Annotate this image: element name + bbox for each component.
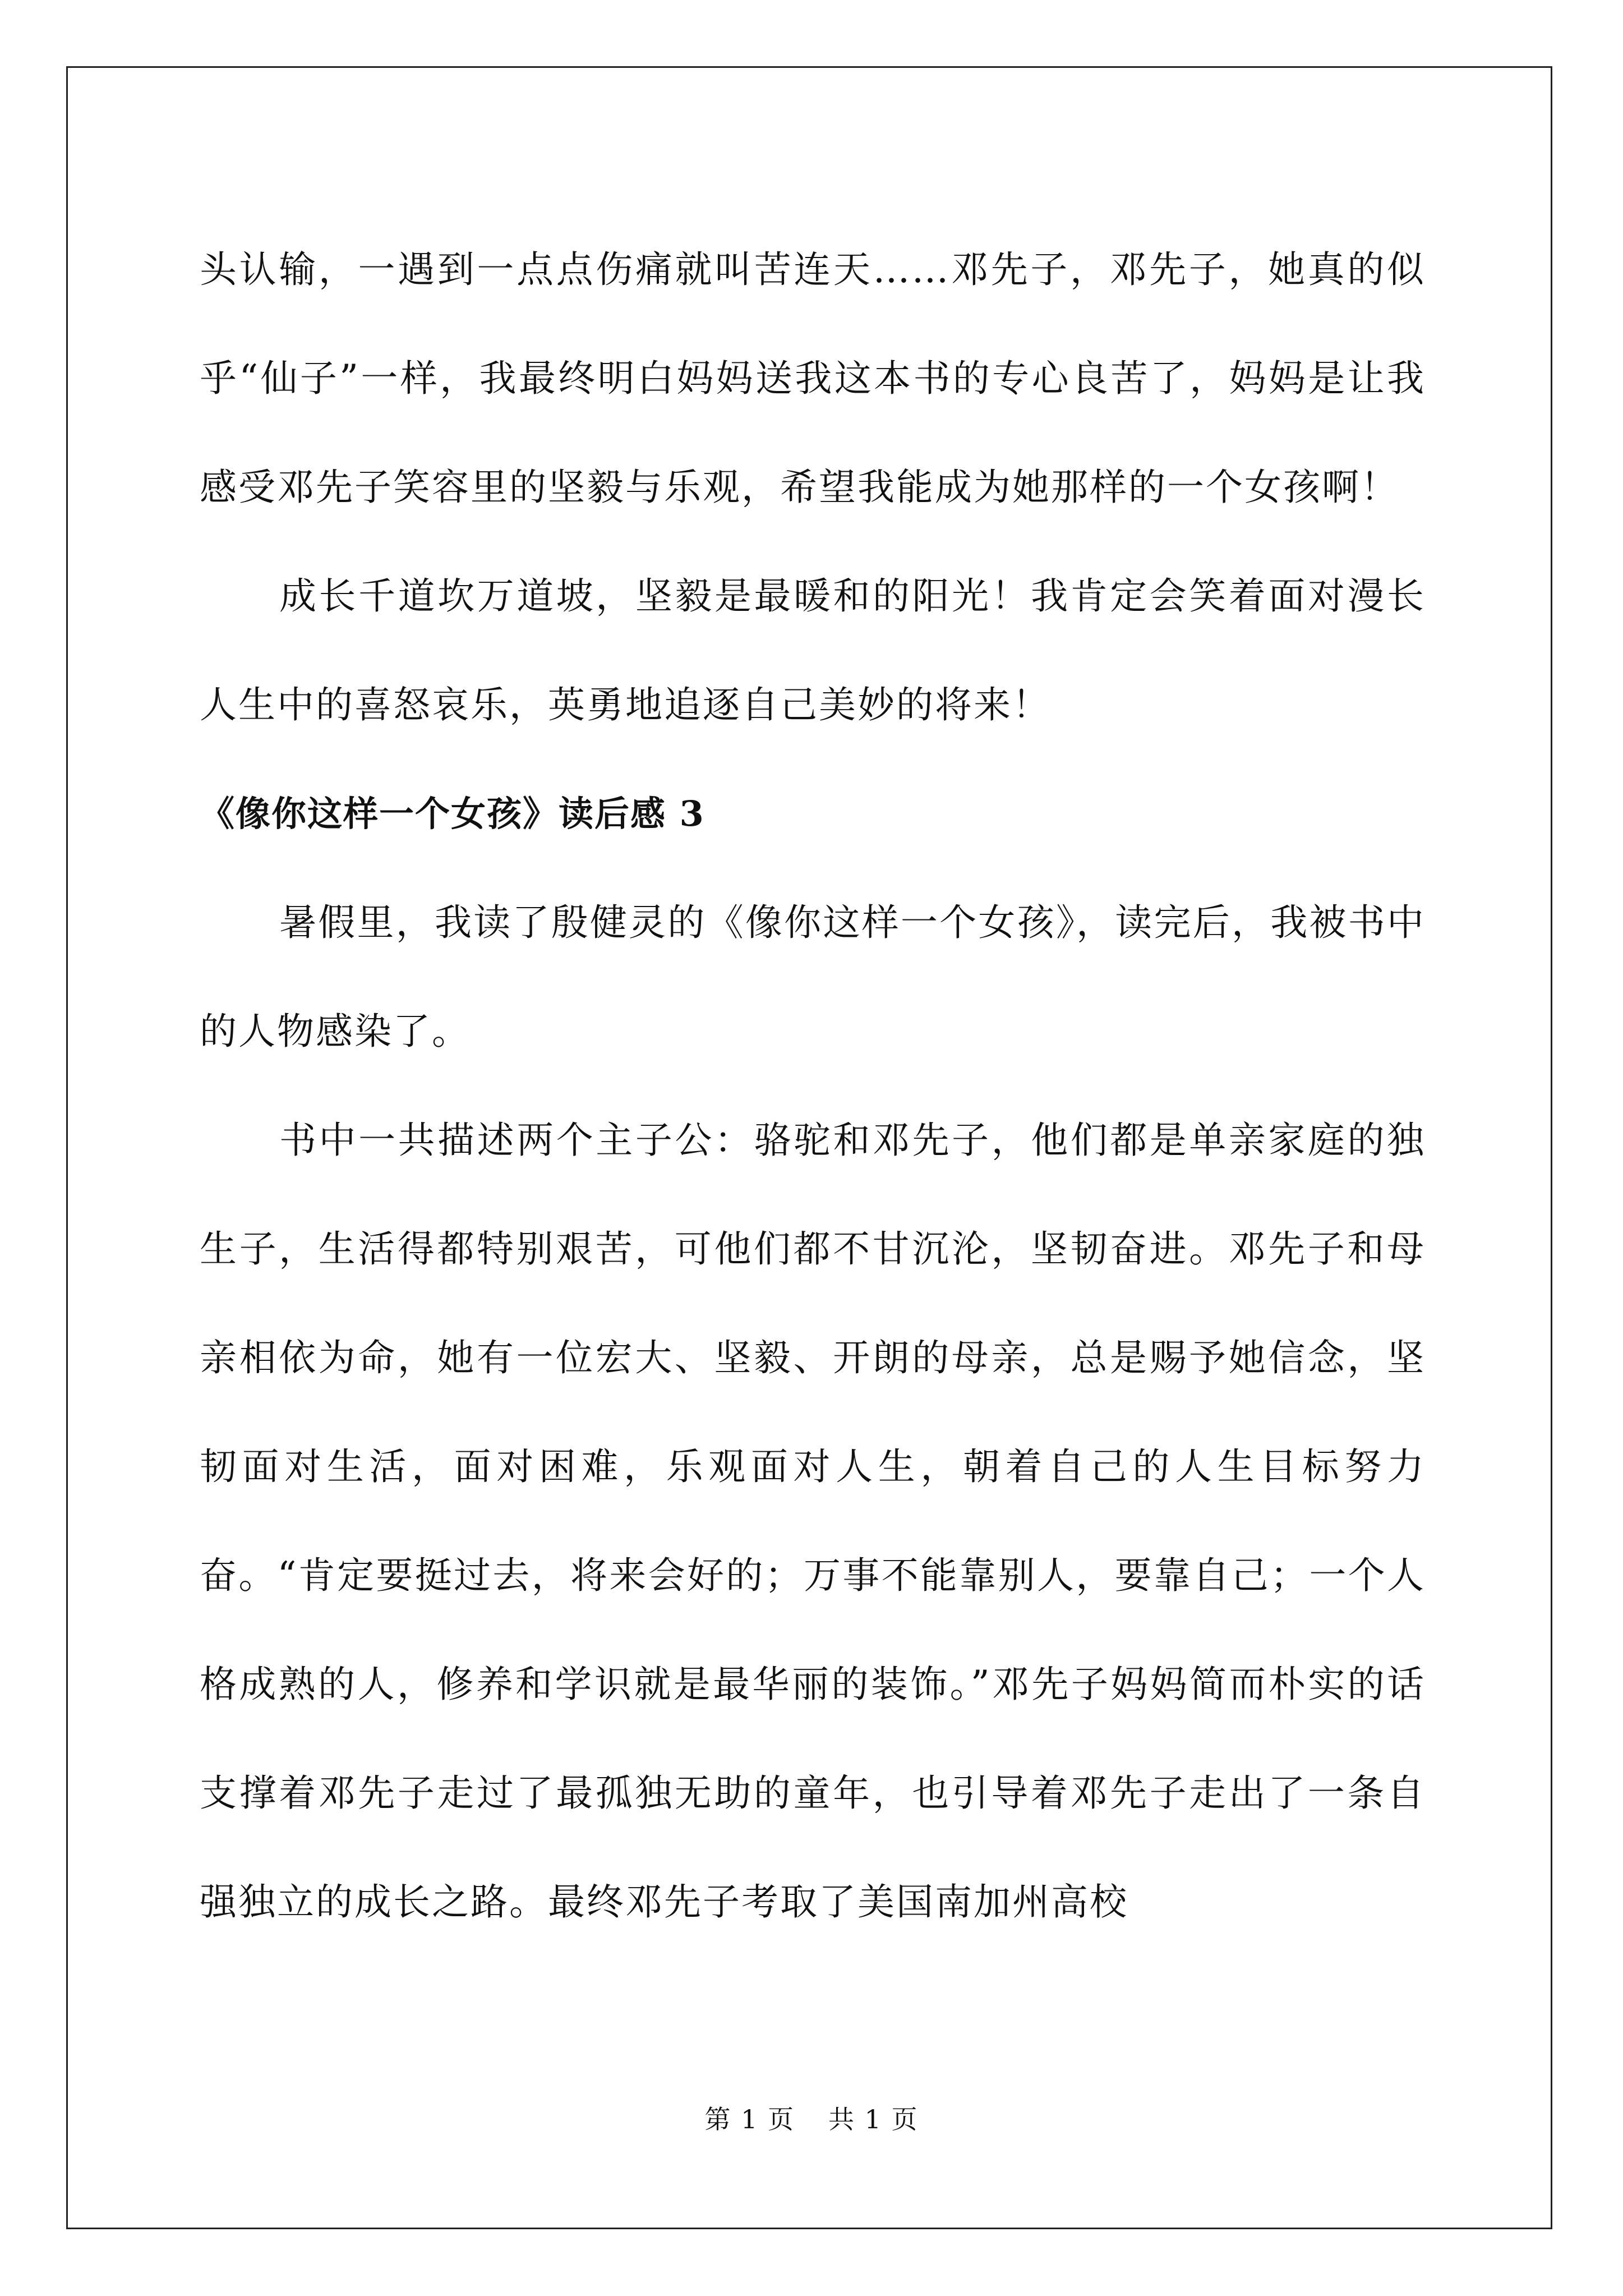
document-body [200,215,1426,1957]
body-paragraph: 暑假里，我读了殷健灵的《像你这样一个女孩》，读完后，我被书中的人物感染了。 [200,901,1426,1053]
page-footer [0,2102,1623,2136]
page-total: 共 1 页 [828,2104,919,2134]
page-number: 第 1 页 [704,2104,795,2134]
body-paragraph: 书中一共描述两个主子公：骆驼和邓先子，他们都是单亲家庭的独生子，生活得都特别艰苦，可他们都不甘沉沦，坚韧奋进。邓先子和母亲相依为命，她有一位宏大、坚毅、开朗的母亲，总是赐予她信念，坚韧面对生活，面对困难，乐观面对人生，朝着自己的人生目标努力奋。“肯定要挺过去，将来会好的；万事不能靠别人，要靠自己；一个人格成熟的人，修养和学识就是最华丽的装饰。”邓先子妈妈简而朴实的话支撑着邓先子走过了最孤独无助的童年，也引导着邓先子走出了一条自强独立的成长之路。最终邓先子考取了美国南加州高校 [200,1119,1426,1924]
body-paragraph: 头认输，一遇到一点点伤痛就叫苦连天……邓先子，邓先子，她真的似乎“仙子”一样，我最终明白妈妈送我这本书的专心良苦了，妈妈是让我感受邓先子笑容里的坚毅与乐观，希望我能成为她那样的一个女孩啊！ [200,248,1426,509]
section-title: 《像你这样一个女孩》读后感 3 [200,793,705,834]
body-paragraph: 成长千道坎万道坡，坚毅是最暖和的阳光！我肯定会笑着面对漫长人生中的喜怒哀乐，英勇地追逐自己美妙的将来！ [200,574,1426,726]
